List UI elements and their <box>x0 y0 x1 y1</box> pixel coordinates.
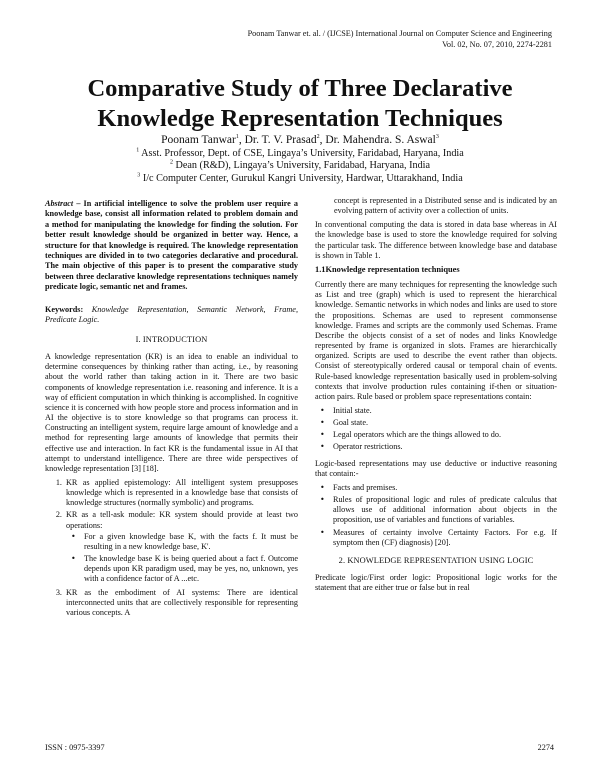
aff3-text: I/c Computer Center, Gurukul Kangri University, Hardwar, Uttarakhand, India <box>140 172 463 184</box>
list-item-text: KR as a tell-ask module: KR system should provide at least two operations: <box>66 510 298 530</box>
abstract-text: – In artificial intelligence to solve the problem user require a knowledge base, consist all information related to problem domain and a method for manipulating the knowledge for finding the solution. For better result knowledge should be organized in better way. Hence, a structure for that knowledge is required. The knowledge representation techniques are divided in to two categories declarative and procedural. The main objective of this paper is to present the comparative study between three declarative knowledge representations techniques namely predicate logic, semantic net and frames. <box>45 199 298 292</box>
abstract-label: Abstract <box>45 199 74 208</box>
footer-issn: ISSN : 0975-3397 <box>45 743 105 752</box>
left-column <box>45 199 298 620</box>
running-header <box>248 28 552 50</box>
section-heading-introduction: I. INTRODUCTION <box>135 334 208 344</box>
paragraph-database: In conventional computing the data is stored in data base whereas in AI the knowledge base is used to store the knowledge required for solving the particular task. The difference between knowledge base and database is shown in Table 1. <box>315 220 557 260</box>
author-2-sup: 2 <box>316 134 320 141</box>
author-block <box>40 134 560 185</box>
tell-ask-bullets <box>66 532 298 585</box>
keywords <box>45 305 298 325</box>
bullet-item: • Facts and premises. <box>333 483 557 493</box>
author-1: Poonam Tanwar <box>161 134 236 146</box>
kr-perspectives-list <box>45 478 298 618</box>
aff2-text: Dean (R&D), Lingaya’s University, Faridabad, Haryana, India <box>172 160 431 171</box>
subsection-heading: 1.1Knowledge representation techniques <box>315 264 460 274</box>
keywords-label: Keywords: <box>45 304 84 314</box>
author-3-sup: 3 <box>435 134 439 141</box>
title-line-2: Knowledge Representation Techniques <box>97 105 503 132</box>
bullet-item: • The knowledge base K is being queried about a fact f. Outcome depends upon KR paradigm used, may be yes, no, unknown, yes with a confidence factor of A ...etc. <box>84 554 298 584</box>
aff1-text: Asst. Professor, Dept. of CSE, Lingaya’s University, Faridabad, Haryana, India <box>139 147 464 159</box>
list-item <box>64 588 298 618</box>
bullet-item: • Operator restrictions. <box>333 442 557 452</box>
aff3-sup: 3 <box>137 172 141 179</box>
footer-page-number: 2274 <box>537 743 554 752</box>
bullet-item: • Measures of certainty involve Certainty Factors. For e.g. If symptom then (CF) diagnosis) [20]. <box>333 528 557 548</box>
list-item <box>64 510 298 584</box>
author-3: , Dr. Mahendra. S. Aswal <box>319 134 436 146</box>
paragraph-logic-based: Logic-based representations may use deductive or inductive reasoning that contain:- <box>315 458 557 478</box>
affiliation-1 <box>40 148 560 161</box>
affiliation-3 <box>40 173 560 186</box>
header-line-1: Poonam Tanwar et. al. / (IJCSE) International Journal on Computer Science and Engineering <box>247 29 552 38</box>
author-1-sup: 1 <box>235 134 239 141</box>
bullet-item: • For a given knowledge base K, with the facts f. It must be resulting in a new knowledge base, K'. <box>84 532 298 552</box>
logic-based-list <box>315 483 557 548</box>
author-2: , Dr. T. V. Prasad <box>238 134 317 146</box>
aff2-sup: 2 <box>169 159 173 166</box>
list-item-text: KR as applied epistemology: All intelligent system presupposes knowledge which is represented in a knowledge base that consists of knowledge structures (normally symbolic) and programs. <box>66 478 298 508</box>
rule-based-list <box>315 406 557 453</box>
abstract <box>45 199 298 293</box>
header-line-2: Vol. 02, No. 07, 2010, 2274-2281 <box>442 40 552 49</box>
paragraph-techniques: Currently there are many techniques for representing the knowledge such as List and tree (graph) which is used to represent the hierarchical knowledge. Semantic networks in which nodes and links are used to store the propositions. Schemas are used to represent commonsense knowledge. Frames and scripts are the commonly used Schemas. Frame Describe the objects consist of a set of nodes and links Knowledge represented by frame is organized in slots. Frames are hierarchically organized. Scripts are used to describe the event rather than objects. Consist of stereotypically ordered causal or temporal chain of events. Rule-based knowledge representation basically used in problem-solving contexts that involve production rules containing if-then or situation-action pairs. Rule based or problem space representations contain: <box>315 280 557 401</box>
bullet-item: • Initial state. <box>333 406 557 416</box>
paper-title <box>40 74 560 134</box>
continued-list-text: concept is represented in a Distributed sense and is indicated by an evolving pattern of activity over a collection of units. <box>334 196 557 216</box>
list-item-text: KR as the embodiment of AI systems: There are identical interconnected units that are collectively responsible for representing various concepts. A <box>66 587 298 617</box>
bullet-item: • Legal operators which are the things allowed to do. <box>333 430 557 440</box>
bullet-item: • Goal state. <box>333 418 557 428</box>
section-heading-logic: 2. KNOWLEDGE REPRESENTATION USING LOGIC <box>338 555 534 565</box>
intro-paragraph: A knowledge representation (KR) is an idea to enable an individual to determine consequences by thinking rather than acting, i.e., by reasoning about the world rather than taking action in it. There are two basic components of knowledge representation i.e. reasoning and inference. It is a way of efficient computation in which thinking is accomplished. In cognitive science it is concerned with how people store and process information and in AI the objective is to store knowledge so that programs can process it. Constructing an intelligent system, require large amount of knowledge and a method for representing large amounts of knowledge that permits their effective use and interaction. In fact KR is the fundamental issue in AI that attempt to understand intelligence. There are three wide perspectives of knowledge representation [3] [18]. <box>45 352 298 473</box>
paragraph-predicate-logic: Predicate logic/First order logic: Propositional logic works for the statement that are either true or false but in real <box>315 573 557 593</box>
bullet-item: • Rules of propositional logic and rules of predicate calculus that allows use of additional information about objects in the proposition, use of variables and functions of variables. <box>333 495 557 525</box>
keywords-text: Knowledge Representation, Semantic Network, Frame, Predicate Logic. <box>45 304 298 324</box>
author-names <box>40 134 560 147</box>
list-item <box>64 478 298 508</box>
title-line-1: Comparative Study of Three Declarative <box>87 75 513 102</box>
affiliation-2 <box>40 160 560 173</box>
right-column <box>315 196 557 597</box>
aff1-sup: 1 <box>136 147 140 154</box>
